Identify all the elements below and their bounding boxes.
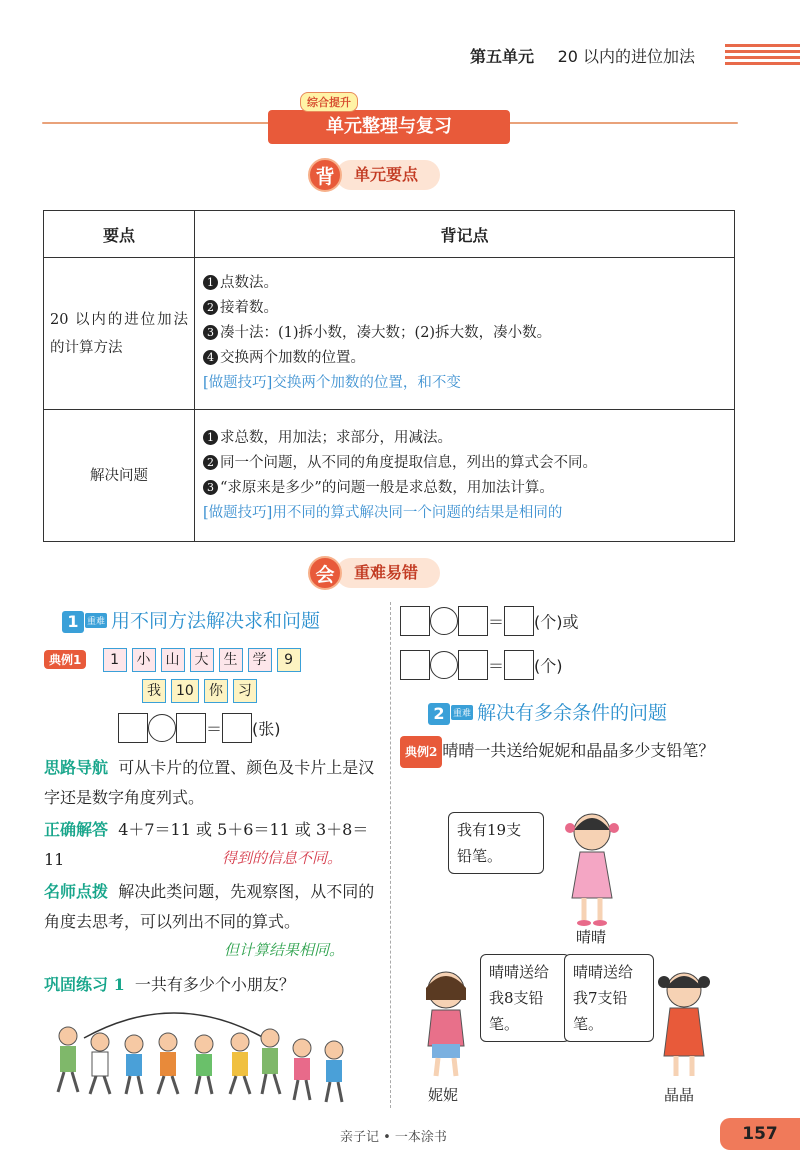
card: 小 bbox=[132, 648, 156, 672]
answer-equation-2 bbox=[400, 606, 579, 636]
page-number bbox=[720, 1118, 800, 1150]
section-difficulties bbox=[308, 556, 478, 592]
section-key-points bbox=[308, 158, 478, 194]
unit-label: (个) bbox=[534, 656, 563, 676]
number-icon: 2 bbox=[203, 455, 218, 470]
example-1-cards-row1 bbox=[44, 648, 306, 672]
row-key: 解决问题 bbox=[44, 410, 195, 542]
unit-label: 第五单元 bbox=[470, 47, 535, 66]
answer-label: 正确解答 bbox=[44, 820, 109, 839]
practice-label: 巩固练习 1 bbox=[44, 975, 125, 994]
equals-sign: ＝ bbox=[206, 719, 223, 739]
question-text: 晴晴一共送给妮妮和晶晶多少支铅笔？ bbox=[442, 741, 715, 760]
example-2-question bbox=[400, 736, 740, 768]
answer-box[interactable] bbox=[504, 606, 534, 636]
handwritten-note: 但计算结果相同。 bbox=[224, 941, 345, 959]
section-heading: 解决有多余条件的问题 bbox=[477, 702, 668, 724]
girl-qingqing-illustration bbox=[562, 806, 622, 930]
handwritten-note: 得到的信息不同。 bbox=[222, 849, 343, 867]
banner-tag: 综合提升 bbox=[300, 92, 358, 112]
name-qingqing: 晴晴 bbox=[576, 928, 607, 946]
unit-label: (个)或 bbox=[534, 612, 579, 632]
difficulty-tag: 重难 bbox=[451, 705, 473, 720]
speech-bubble-jingjing: 晴晴送给我7支铅笔。 bbox=[564, 954, 654, 1042]
operator-circle[interactable] bbox=[148, 714, 176, 742]
answer-box[interactable] bbox=[222, 713, 252, 743]
row-key: 20 以内的进位加法的计算方法 bbox=[44, 258, 195, 410]
column-divider bbox=[390, 602, 391, 1108]
answer-box[interactable] bbox=[400, 606, 430, 636]
answer-box[interactable] bbox=[458, 650, 488, 680]
practice-paragraph bbox=[44, 970, 378, 1000]
page-number-text: 157 bbox=[742, 1124, 778, 1144]
card: 你 bbox=[204, 679, 228, 703]
section-number: 1 bbox=[62, 611, 84, 633]
point-text: 交换两个加数的位置。 bbox=[220, 350, 365, 366]
row-content bbox=[195, 258, 735, 410]
footer-brand: 亲子记 • 一本涂书 bbox=[340, 1130, 447, 1145]
number-icon: 2 bbox=[203, 300, 218, 315]
speech-bubble-qingqing: 我有19支铅笔。 bbox=[448, 812, 544, 874]
table-row bbox=[44, 410, 735, 542]
answer-text: 4＋7＝11 或 5＋6＝11 或 3＋8＝11 bbox=[44, 820, 369, 869]
name-jingjing: 晶晶 bbox=[664, 1086, 695, 1104]
key-points-table bbox=[43, 210, 735, 542]
example-tag: 典例2 bbox=[400, 736, 442, 768]
answer-equation-1 bbox=[118, 713, 281, 743]
card: 生 bbox=[219, 648, 243, 672]
number-icon: 3 bbox=[203, 480, 218, 495]
number-icon: 3 bbox=[203, 325, 218, 340]
banner-title: 单元整理与复习 bbox=[268, 110, 510, 144]
card: 习 bbox=[233, 679, 257, 703]
point-text: 同一个问题，从不同的角度提取信息，列出的算式会不同。 bbox=[220, 454, 597, 471]
equals-sign: ＝ bbox=[488, 656, 505, 676]
section-icon: 会 bbox=[308, 556, 342, 590]
number-icon: 4 bbox=[203, 350, 218, 365]
answer-box[interactable] bbox=[118, 713, 148, 743]
section-title: 单元要点 bbox=[336, 160, 440, 190]
idea-text: 可从卡片的位置、颜色及卡片上是汉字还是数字角度列式。 bbox=[44, 758, 375, 807]
tip-label: [做题技巧] bbox=[203, 504, 273, 521]
point-text: 求总数，用加法；求部分，用减法。 bbox=[220, 429, 452, 446]
table-header: 背记点 bbox=[195, 211, 735, 258]
example-1-cards-row2 bbox=[142, 679, 262, 703]
tip-text: 交换两个加数的位置，和不变 bbox=[272, 375, 461, 391]
number-icon: 1 bbox=[203, 275, 218, 290]
idea-label: 思路导航 bbox=[44, 758, 109, 777]
answer-equation-3 bbox=[400, 650, 563, 680]
answer-box[interactable] bbox=[176, 713, 206, 743]
card: 9 bbox=[277, 648, 301, 672]
equals-sign: ＝ bbox=[488, 612, 505, 632]
tip-text: 解决此类问题，先观察图，从不同的角度去思考，可以列出不同的算式。 bbox=[44, 882, 375, 931]
difficulty-tag: 重难 bbox=[85, 613, 107, 628]
number-icon: 1 bbox=[203, 430, 218, 445]
answer-box[interactable] bbox=[400, 650, 430, 680]
card: 学 bbox=[248, 648, 272, 672]
idea-paragraph bbox=[44, 753, 378, 813]
problem-1-heading bbox=[62, 606, 382, 633]
problem-2-heading bbox=[428, 698, 758, 725]
children-illustration bbox=[44, 1008, 374, 1108]
tip-paragraph bbox=[44, 877, 378, 937]
operator-circle[interactable] bbox=[430, 651, 458, 679]
operator-circle[interactable] bbox=[430, 607, 458, 635]
speech-bubble-nini: 晴晴送给我8支铅笔。 bbox=[480, 954, 570, 1042]
card: 10 bbox=[171, 679, 199, 703]
section-number: 2 bbox=[428, 703, 450, 725]
point-text: “求原来是多少”的问题一般是求总数，用加法计算。 bbox=[220, 479, 554, 496]
answer-box[interactable] bbox=[458, 606, 488, 636]
card: 1 bbox=[103, 648, 127, 672]
point-text: 接着数。 bbox=[220, 300, 278, 316]
tip-label: 名师点拨 bbox=[44, 882, 109, 901]
table-header: 要点 bbox=[44, 211, 195, 258]
practice-text: 一共有多少个小朋友？ bbox=[134, 975, 295, 994]
table-row bbox=[44, 258, 735, 410]
section-title: 重难易错 bbox=[336, 558, 440, 588]
tip-label: [做题技巧] bbox=[203, 375, 273, 391]
girl-jingjing-illustration bbox=[656, 966, 712, 1084]
section-heading: 用不同方法解决求和问题 bbox=[111, 610, 321, 632]
header-decoration bbox=[725, 44, 800, 72]
tip-text: 用不同的算式解决同一个问题的结果是相同的 bbox=[272, 504, 563, 521]
girl-nini-illustration bbox=[412, 966, 482, 1084]
name-nini: 妮妮 bbox=[428, 1086, 459, 1104]
example-tag: 典例1 bbox=[44, 650, 86, 669]
point-text: 点数法。 bbox=[220, 275, 278, 291]
card: 我 bbox=[142, 679, 166, 703]
page-header bbox=[470, 44, 695, 67]
answer-box[interactable] bbox=[504, 650, 534, 680]
unit-label: (张) bbox=[252, 719, 281, 739]
point-text: 凑十法：(1)拆小数，凑大数；(2)拆大数，凑小数。 bbox=[220, 325, 552, 341]
unit-topic: 20 以内的进位加法 bbox=[557, 47, 696, 66]
section-icon: 背 bbox=[308, 158, 342, 192]
card: 大 bbox=[190, 648, 214, 672]
row-content bbox=[195, 410, 735, 542]
card: 山 bbox=[161, 648, 185, 672]
